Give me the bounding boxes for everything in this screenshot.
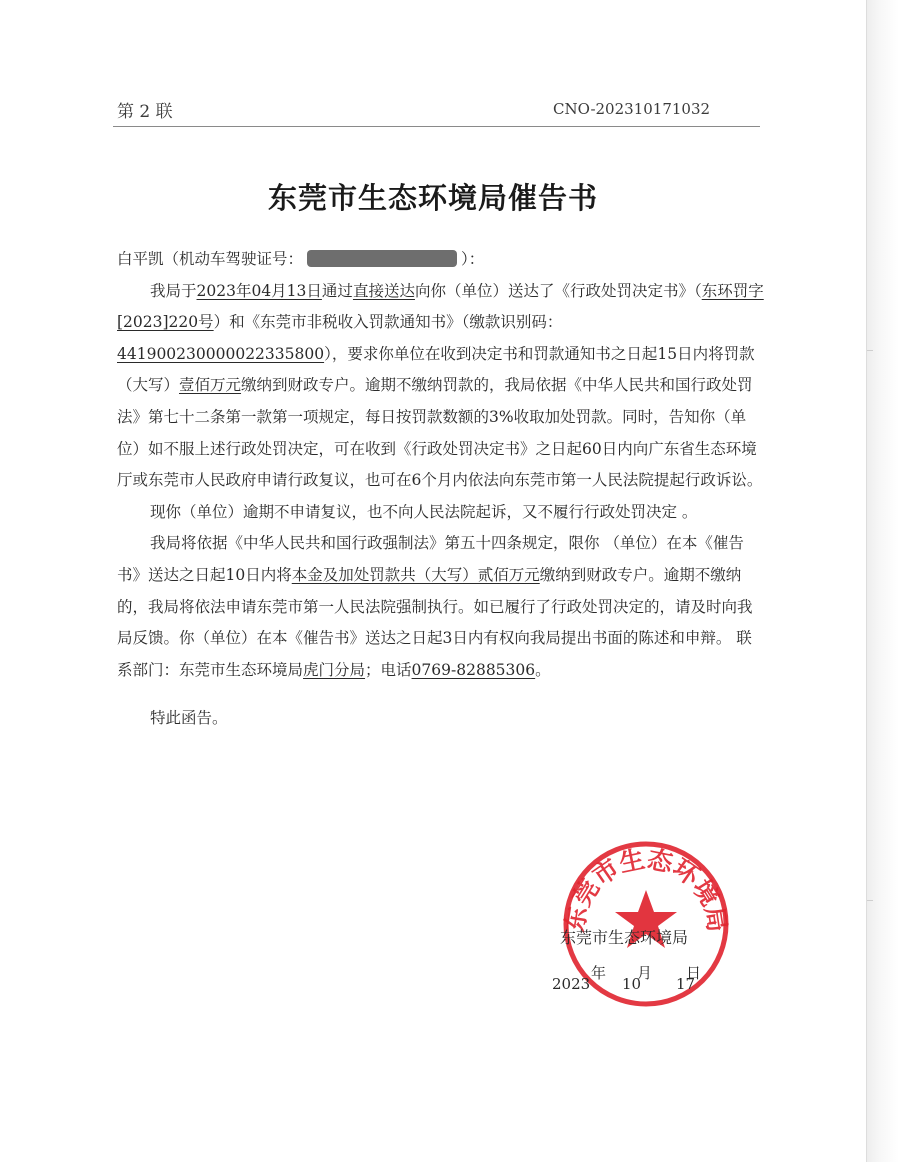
sign-month: 10 (622, 975, 642, 993)
closing-line: 特此函告。 (150, 709, 228, 728)
document-body (117, 244, 767, 735)
paragraph-notice (117, 276, 767, 497)
text-run: 缴纳到财政专户。逾期不缴纳罚款的，我局依据《中华人民共和国行政处罚法》第七十二条第一款第一项规定，每日按罚款数额的3%收取加处罚款。同时，告知你（单位）如不服上述行政处罚决定，可在收到《行政处罚决定书》之日起60日内向广东省生态环境厅或东莞市人民政府申请行政复议，也可在6个月内依法向东莞市第一人民法院提起行政诉讼。 (117, 376, 763, 490)
branch-office: 虎门分局 (303, 660, 366, 679)
sign-day: 17 (676, 975, 696, 993)
text-run: 我局于 (150, 281, 197, 300)
month-char: 月 (637, 964, 653, 982)
page-edge-shadow (866, 0, 898, 1162)
copy-label: 第 2 联 (117, 102, 173, 122)
text-run: 通过 (321, 281, 353, 300)
text-run: 向你（单位）送达了《行政处罚决定书》（ (414, 281, 702, 300)
addressee-line (117, 244, 767, 276)
delivery-date: 2023年04月13日 (196, 281, 322, 300)
total-amount: 本金及加处罚款共（大写）贰佰万元 (291, 565, 540, 584)
text-run: 我局将依据《中华人民共和国行政强制法》第五十四条规定，限你 （单位）在本《催告书》送达之日起10日内将 (117, 534, 744, 584)
document-number: CNO-202310171032 (553, 100, 711, 118)
payment-code: 441900230000022335800 (117, 344, 325, 363)
signing-organization: 东莞市生态环境局 (560, 928, 689, 947)
addressee-name: 白平凯（机动车驾驶证号： (117, 250, 304, 268)
header-divider (113, 126, 760, 127)
day-char: 日 (686, 964, 702, 982)
sign-year: 2023 (552, 975, 591, 993)
text-run: 缴纳到财政专户。逾期不缴纳的，我局将依法申请东莞市第一人民法院强制执行。如已履行了行政处罚决定的，请及时向我局反馈。你（单位）在本《催告书》送达之日起3日内有权向我局提出书面的陈述和申辩。 联系部门：东莞市生态环境局 (117, 565, 753, 679)
delivery-method: 直接送达 (352, 281, 415, 300)
text-run: ）和《东莞市非税收入罚款通知书》（缴款识别码： (213, 313, 563, 332)
paragraph-overdue: 现你（单位）逾期不申请复议，也不向人民法院起诉，又不履行行政处罚决定 。 (150, 502, 698, 521)
phone-number: 0769-82885306 (411, 660, 536, 679)
paragraph-enforcement (117, 528, 767, 686)
decision-number: 东环罚字[2023]220号 (117, 281, 764, 332)
text-run: 。 (535, 660, 551, 679)
text-run: ），要求你单位在收到决定书和罚款通知书之日起15日内将罚款（大写） (117, 344, 755, 395)
edge-mark (867, 900, 873, 901)
edge-mark (867, 350, 873, 351)
seal-text: 东莞市生态环境局 (560, 844, 732, 934)
fine-amount: 壹佰万元 (179, 376, 242, 395)
text-run: ；电话 (365, 660, 412, 679)
document-title: 东莞市生态环境局催告书 (267, 181, 598, 215)
addressee-suffix: ）： (461, 250, 485, 268)
year-char: 年 (591, 964, 607, 982)
redacted-license-number (307, 250, 457, 267)
